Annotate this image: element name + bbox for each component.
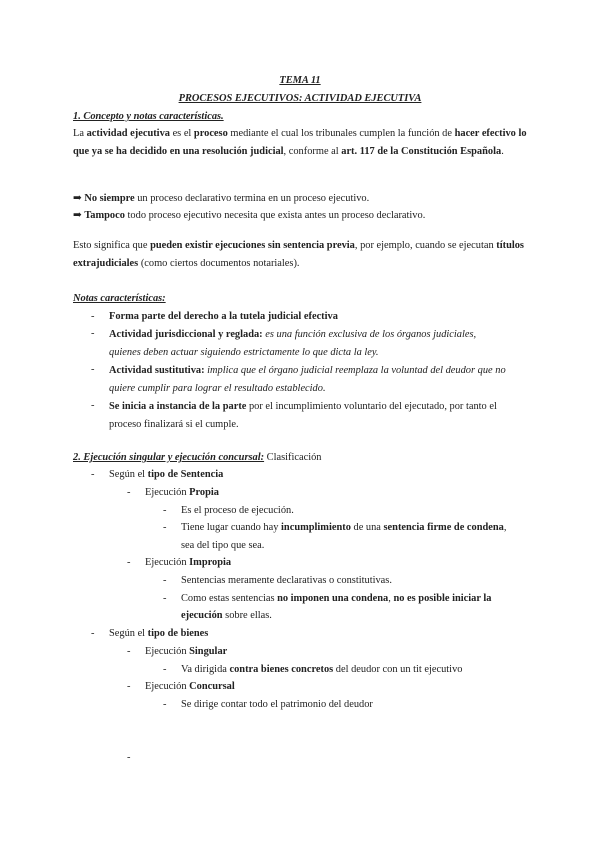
dash-bullet: -	[163, 505, 167, 516]
dash-bullet: -	[163, 664, 167, 675]
propia-detail-2: Tiene lugar cuando hay incumplimiento de una sentencia firme de condena,	[181, 522, 507, 533]
text-run: proceso	[193, 128, 228, 139]
dash-bullet: -	[91, 328, 95, 339]
ejecucion-impropia-item: Ejecución Impropia	[145, 557, 232, 568]
propia-detail-1: Es el proceso de ejecución.	[181, 505, 294, 516]
dash-bullet-empty: -	[127, 752, 131, 763]
impropia-detail-2: Como estas sentencias no imponen una condena, no es posible iniciar la	[181, 593, 492, 604]
explanation-paragraph	[73, 237, 533, 273]
title-label: PROCESOS EJECUTIVOS: ACTIVIDAD EJECUTIVA	[178, 93, 422, 104]
ejecucion-concursal-item: Ejecución Concursal	[145, 681, 235, 692]
dash-bullet: -	[91, 628, 95, 639]
dash-bullet: -	[163, 522, 167, 533]
nota-item-2: Actividad jurisdiccional y reglada: es una función exclusiva de los órganos judiciales, quienes deben actuar siguiendo estrictamente lo que dicta la ley.	[109, 329, 477, 358]
text-run: .	[501, 146, 504, 157]
dash-bullet: -	[127, 487, 131, 498]
text-run: Esto significa que	[73, 240, 151, 251]
dash-bullet: -	[163, 699, 167, 710]
nota-item-1: Forma parte del derecho a la tutela judicial efectiva	[109, 311, 338, 322]
tema-label: TEMA 11	[279, 75, 321, 86]
text-run: es el	[169, 128, 194, 139]
text-run: (como ciertos documentos notariales).	[138, 258, 300, 269]
dash-bullet: -	[91, 400, 95, 411]
arrow-item-2: ➡ Tampoco todo proceso ejecutivo necesita que exista antes un proceso declarativo.	[73, 210, 426, 221]
text-run: La	[73, 128, 87, 139]
tipo-bienes-item: Según el tipo de bienes	[109, 628, 209, 639]
text-run: , por ejemplo, cuando se ejecutan	[354, 240, 497, 251]
text-run: hacer efectivo lo que ya se ha decidido en una resolución judicial	[73, 128, 527, 157]
nota-item-3: Actividad sustitutiva: implica que el órgano judicial reemplaza la voluntad del deudor que no quiere cumplir para lograr el resultado establecido.	[109, 365, 506, 394]
concursal-detail-1: Se dirige contar todo el patrimonio del deudor	[181, 699, 373, 710]
section1-heading: 1. Concepto y notas características.	[73, 111, 224, 122]
text-run: títulos extrajudiciales	[73, 240, 524, 269]
text-run: pueden existir ejecuciones sin sentencia previa	[150, 240, 355, 251]
text-run: art. 117 de la Constitución Española	[341, 146, 502, 157]
dash-bullet: -	[91, 469, 95, 480]
text-run: actividad ejecutiva	[86, 128, 170, 139]
arrow-icon: ➡	[73, 193, 82, 204]
section2-heading: 2. Ejecución singular y ejecución concursal: Clasificación	[73, 452, 322, 463]
notas-heading: Notas características:	[73, 293, 166, 304]
document-title	[0, 91, 600, 107]
dash-bullet: -	[127, 681, 131, 692]
impropia-detail-2-cont: ejecución sobre ellas.	[181, 610, 272, 621]
nota-item-4: Se inicia a instancia de la parte por el incumplimiento voluntario del ejecutado, por tanto el proceso finalizará si el cumple.	[109, 401, 497, 430]
ejecucion-singular-item: Ejecución Singular	[145, 646, 228, 657]
propia-detail-2-cont: sea del tipo que sea.	[181, 540, 265, 551]
dash-bullet: -	[163, 593, 167, 604]
text-run: mediante el cual los tribunales cumplen la función de	[227, 128, 455, 139]
text-run: , conforme al	[283, 146, 342, 157]
concept-paragraph	[73, 125, 533, 161]
dash-bullet: -	[91, 364, 95, 375]
ejecucion-propia-item: Ejecución Propia	[145, 487, 219, 498]
dash-bullet: -	[127, 646, 131, 657]
dash-bullet: -	[163, 575, 167, 586]
tipo-sentencia-item: Según el tipo de Sentencia	[109, 469, 224, 480]
dash-bullet: -	[127, 557, 131, 568]
singular-detail-1: Va dirigida contra bienes concretos del deudor con un tit ejecutivo	[181, 664, 463, 675]
arrow-item-1: ➡ No siempre un proceso declarativo termina en un proceso ejecutivo.	[73, 193, 370, 204]
arrow-icon: ➡	[73, 210, 82, 221]
impropia-detail-1: Sentencias meramente declarativas o constitutivas.	[181, 575, 392, 586]
tema-number	[0, 73, 600, 89]
dash-bullet: -	[91, 311, 95, 322]
